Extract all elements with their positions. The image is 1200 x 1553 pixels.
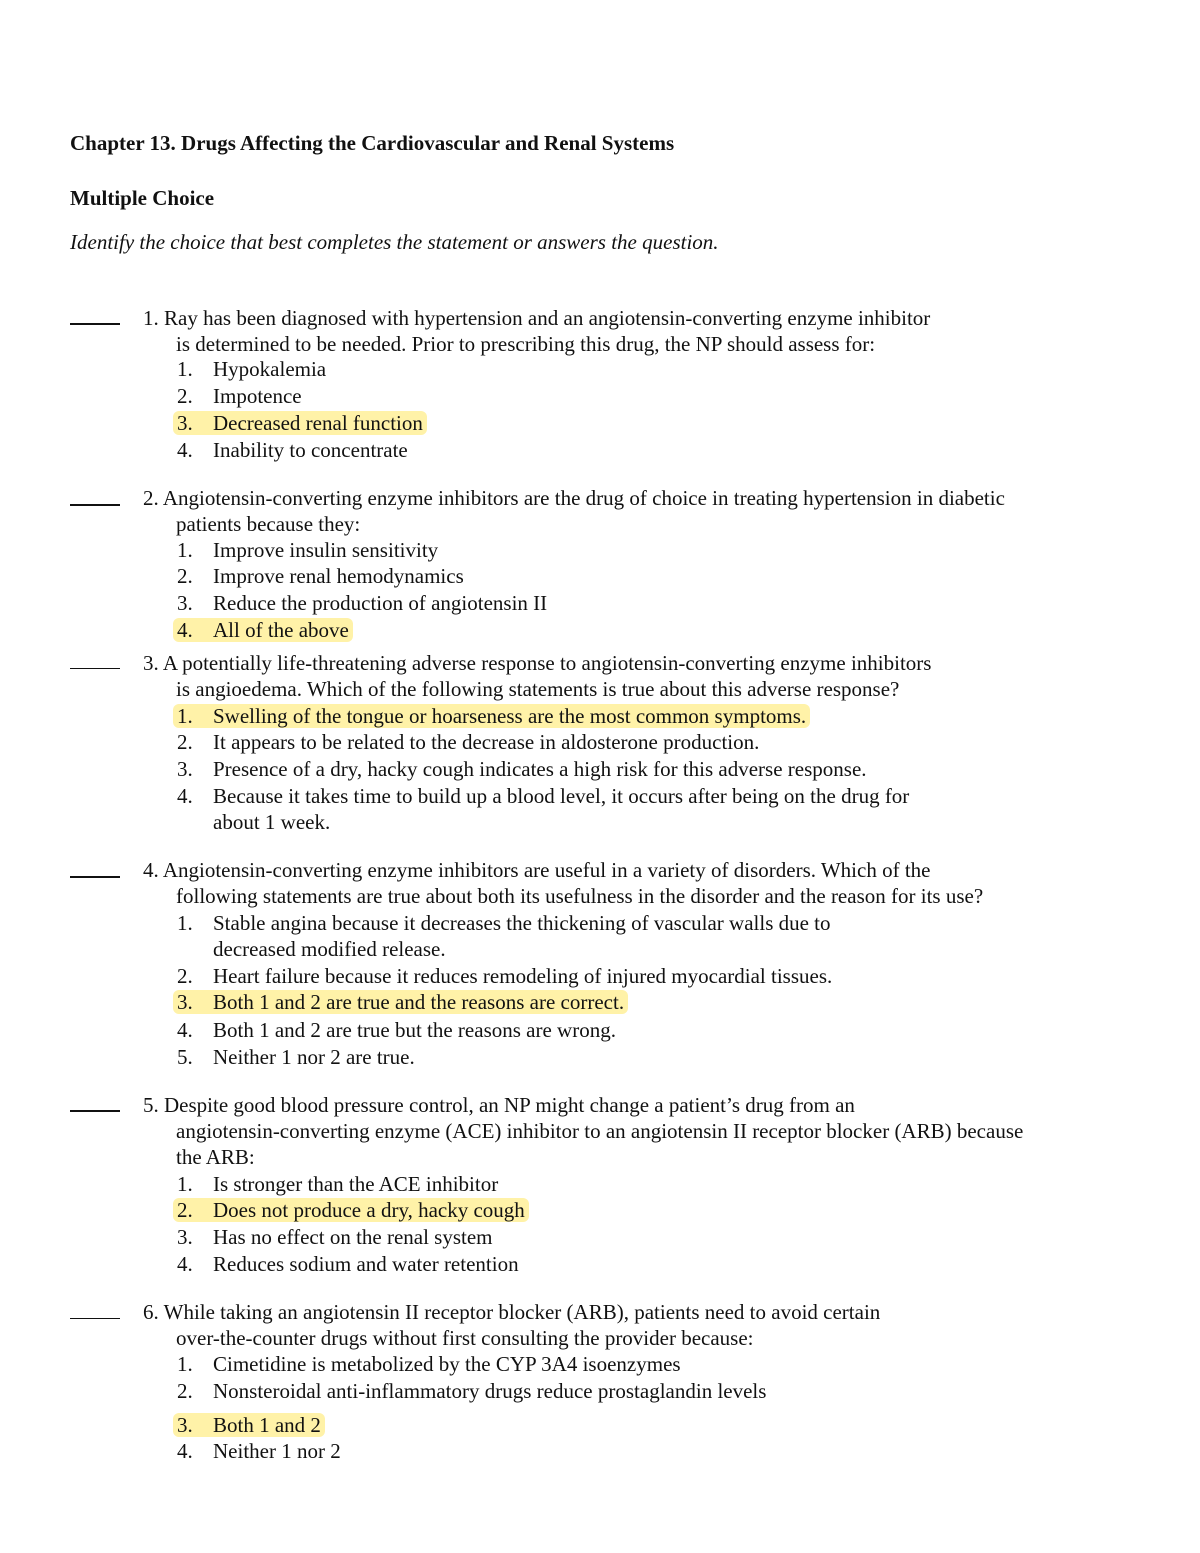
option-number: 1. — [177, 704, 193, 728]
answer-option — [177, 1438, 341, 1464]
option-number: 1. — [177, 538, 193, 562]
answer-option — [177, 537, 438, 563]
option-number: 1. — [177, 1172, 193, 1196]
question-stem-line: 1. Ray has been diagnosed with hypertension and an angiotensin-converting enzyme inhibitor — [143, 306, 931, 330]
option-text: Hypokalemia — [213, 357, 327, 381]
option-text: Is stronger than the ACE inhibitor — [213, 1172, 499, 1196]
question-stem — [143, 1092, 1023, 1170]
question-stem-line: over-the-counter drugs without first consulting the provider because: — [176, 1326, 754, 1350]
option-number: 4. — [177, 438, 193, 462]
question-stem-line: is determined to be needed. Prior to prescribing this drug, the NP should assess for: — [176, 332, 876, 356]
option-number: 3. — [177, 1413, 193, 1437]
answer-option — [177, 563, 464, 589]
option-text: Has no effect on the renal system — [213, 1225, 493, 1249]
answer-option — [177, 356, 326, 382]
answer-blank — [70, 504, 120, 506]
question-stem-line: following statements are true about both its usefulness in the disorder and the reason for its use? — [176, 884, 984, 908]
option-text: Stable angina because it decreases the thickening of vascular walls due to — [213, 911, 831, 935]
answer-option — [177, 1044, 415, 1070]
option-text: Cimetidine is metabolized by the CYP 3A4 isoenzymes — [213, 1352, 681, 1376]
answer-blank — [70, 323, 120, 325]
option-text: It appears to be related to the decrease in aldosterone production. — [213, 730, 760, 754]
option-text: Both 1 and 2 are true but the reasons are wrong. — [213, 1018, 616, 1042]
answer-option-highlighted — [177, 410, 427, 436]
option-number: 4. — [177, 618, 193, 642]
answer-option-highlighted — [177, 617, 353, 643]
option-number: 2. — [177, 384, 193, 408]
answer-option — [177, 756, 867, 782]
answer-option — [177, 1251, 519, 1277]
answer-option — [177, 1017, 616, 1043]
option-text-continued: about 1 week. — [213, 810, 331, 834]
option-text: Reduce the production of angiotensin II — [213, 591, 548, 615]
question-stem — [143, 305, 930, 357]
option-number: 3. — [177, 1225, 193, 1249]
answer-blank — [70, 876, 120, 878]
option-number: 4. — [177, 1252, 193, 1276]
answer-option — [177, 1351, 681, 1377]
option-text: Inability to concentrate — [213, 438, 408, 462]
question-stem-line: angiotensin-converting enzyme (ACE) inhibitor to an angiotensin II receptor blocker (ARB) because — [176, 1119, 1024, 1143]
answer-option-highlighted — [177, 703, 810, 729]
option-number: 2. — [177, 730, 193, 754]
option-text: Impotence — [213, 384, 302, 408]
option-number: 2. — [177, 564, 193, 588]
option-number: 2. — [177, 1379, 193, 1403]
option-number: 1. — [177, 911, 193, 935]
question-stem-line: 6. While taking an angiotensin II receptor blocker (ARB), patients need to avoid certain — [143, 1300, 881, 1324]
option-number: 3. — [177, 591, 193, 615]
answer-blank — [70, 1318, 120, 1319]
option-number: 3. — [177, 757, 193, 781]
answer-option-highlighted — [177, 1197, 529, 1223]
option-text: Both 1 and 2 — [213, 1413, 321, 1437]
option-text: Presence of a dry, hacky cough indicates a high risk for this adverse response. — [213, 757, 867, 781]
answer-option — [177, 729, 759, 755]
question-stem-line: is angioedema. Which of the following statements is true about this adverse response? — [176, 677, 900, 701]
answer-blank — [70, 1110, 120, 1112]
option-number: 2. — [177, 1198, 193, 1222]
option-text-continued: decreased modified release. — [213, 937, 446, 961]
chapter-title: Chapter 13. Drugs Affecting the Cardiovascular and Renal Systems — [70, 131, 675, 155]
answer-blank — [70, 668, 120, 669]
section-title: Multiple Choice — [70, 186, 215, 210]
option-text: Neither 1 nor 2 are true. — [213, 1045, 415, 1069]
option-number: 3. — [177, 411, 193, 435]
answer-option — [177, 910, 831, 962]
question-stem-line: 4. Angiotensin-converting enzyme inhibitors are useful in a variety of disorders. Which of the — [143, 858, 931, 882]
option-text: Does not produce a dry, hacky cough — [213, 1198, 525, 1222]
answer-option — [177, 963, 832, 989]
option-number: 4. — [177, 1439, 193, 1463]
question-stem-line: patients because they: — [176, 512, 361, 536]
question-stem-line: 3. A potentially life-threatening adverse response to angiotensin-converting enzyme inhibitors — [143, 651, 932, 675]
answer-option — [177, 590, 547, 616]
option-number: 4. — [177, 1018, 193, 1042]
question-stem-line: the ARB: — [176, 1145, 255, 1169]
option-text: Neither 1 nor 2 — [213, 1439, 341, 1463]
option-number: 2. — [177, 964, 193, 988]
answer-option — [177, 1171, 498, 1197]
question-stem — [143, 650, 931, 702]
option-text: Decreased renal function — [213, 411, 423, 435]
answer-option — [177, 1378, 766, 1404]
question-stem-line: 5. Despite good blood pressure control, an NP might change a patient’s drug from an — [143, 1093, 855, 1117]
option-number: 4. — [177, 784, 193, 808]
option-text: Improve renal hemodynamics — [213, 564, 464, 588]
option-text: All of the above — [213, 618, 349, 642]
option-number: 1. — [177, 357, 193, 381]
option-text: Because it takes time to build up a blood level, it occurs after being on the drug for — [213, 784, 910, 808]
option-text: Heart failure because it reduces remodeling of injured myocardial tissues. — [213, 964, 833, 988]
answer-option — [177, 783, 909, 835]
question-stem — [143, 1299, 880, 1351]
question-stem — [143, 485, 1005, 537]
question-stem — [143, 857, 983, 909]
question-stem-line: 2. Angiotensin-converting enzyme inhibitors are the drug of choice in treating hypertension in diabetic — [143, 486, 1005, 510]
option-text: Both 1 and 2 are true and the reasons are correct. — [213, 990, 625, 1014]
option-number: 3. — [177, 990, 193, 1014]
option-text: Swelling of the tongue or hoarseness are the most common symptoms. — [213, 704, 807, 728]
option-text: Improve insulin sensitivity — [213, 538, 439, 562]
answer-option — [177, 437, 408, 463]
option-number: 1. — [177, 1352, 193, 1376]
instructions: Identify the choice that best completes the statement or answers the question. — [70, 230, 719, 254]
answer-option-highlighted — [177, 1412, 325, 1438]
answer-option — [177, 1224, 493, 1250]
answer-option — [177, 383, 302, 409]
option-number: 5. — [177, 1045, 193, 1069]
option-text: Reduces sodium and water retention — [213, 1252, 519, 1276]
option-text: Nonsteroidal anti-inflammatory drugs reduce prostaglandin levels — [213, 1379, 767, 1403]
answer-option-highlighted — [177, 989, 628, 1015]
